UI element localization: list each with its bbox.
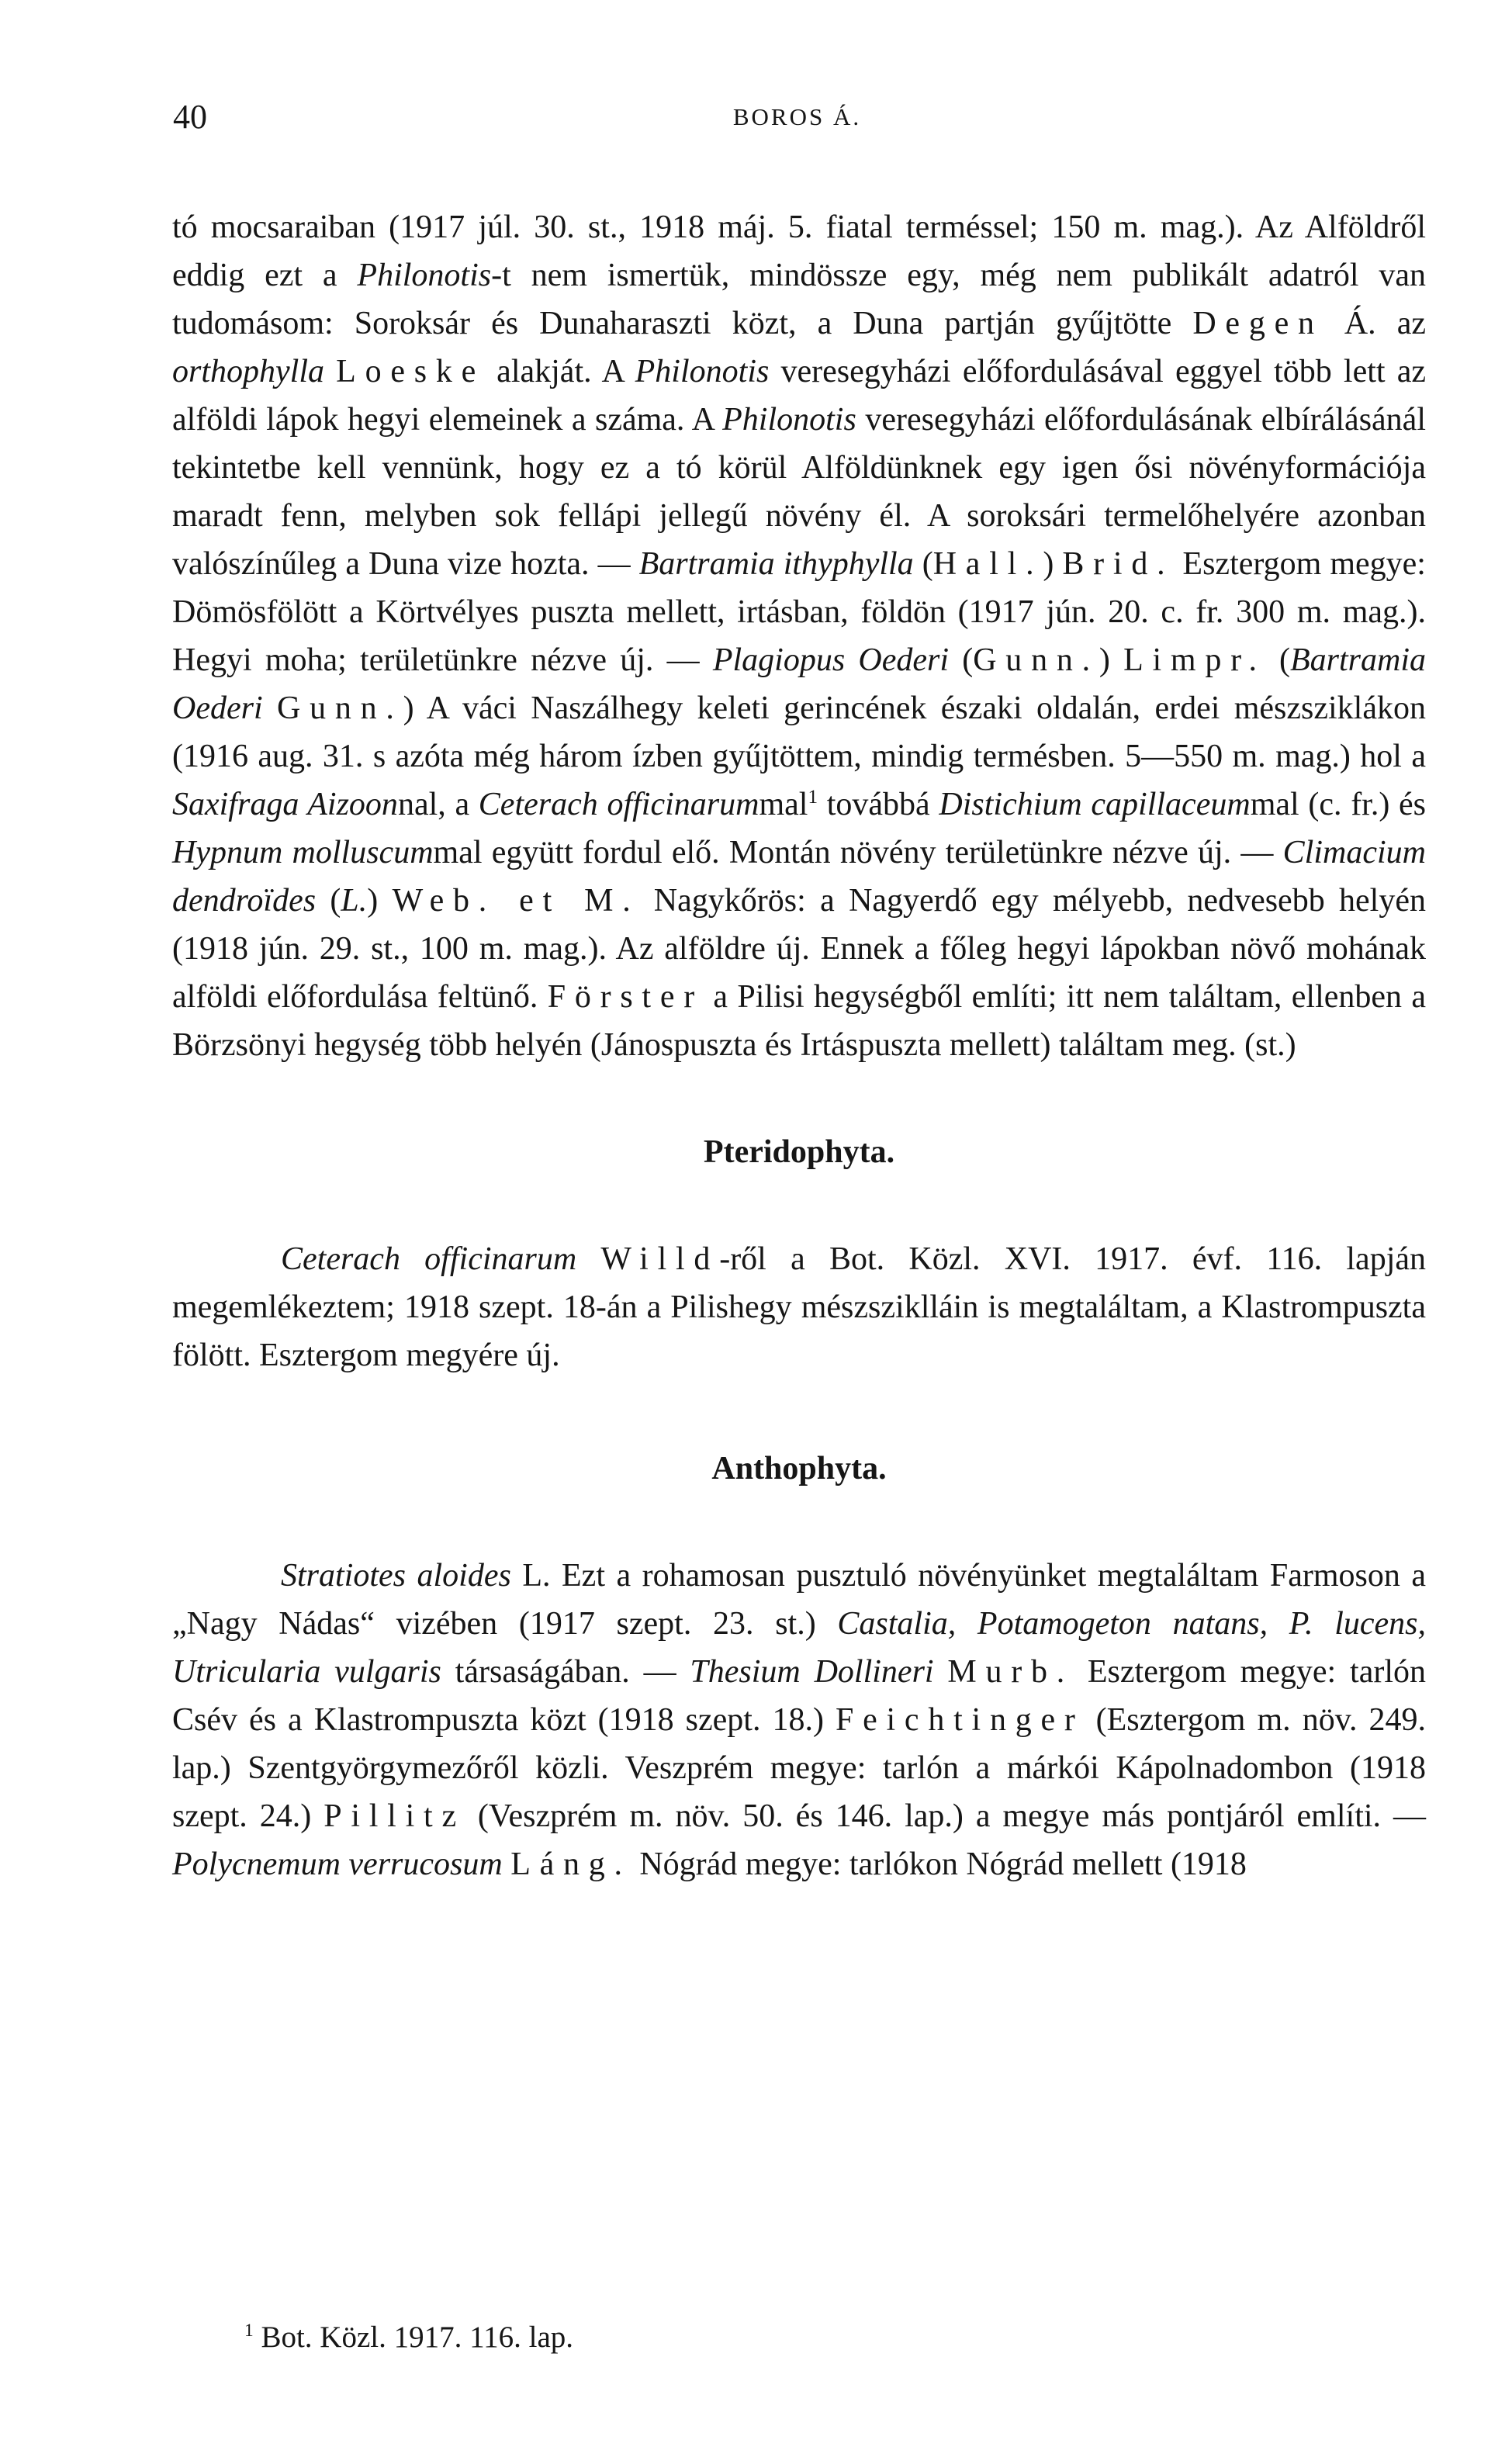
paragraph-gap (172, 1379, 1426, 1445)
text-run: továbbá (818, 787, 939, 822)
author-name: Degen (1192, 306, 1323, 341)
paragraph-gap (172, 1493, 1426, 1552)
text-run: -ről a Bot. Közl. XVI. 1917. évf. 116. lapján megemlékeztem; 1918 szept. 18-án a Pilishegy mészsziklláin is megtaláltam, a Klastrompuszta fölött. Esztergom megyére új. (172, 1241, 1426, 1373)
text-run: tó mocsaraiban (1917 júl. 30. st., 1918 máj. 5. fiatal terméssel; 150 m. mag.). Az Alföldről eddig ezt a (172, 209, 1426, 293)
paragraph-gap (172, 1176, 1426, 1235)
author-name: Láng. (510, 1846, 631, 1882)
text-run (263, 690, 277, 726)
text-run: L. Ezt a rohamosan pusztuló növényünket megtaláltam Farmoson a „Nagy Nádas“ vizében (1917 szept. 23. st.) (172, 1558, 1426, 1642)
taxon-name: Philonotis (357, 258, 492, 293)
taxon-name: L. (341, 883, 368, 919)
taxon-name: Castalia, Potamogeton natans, P. lucens, Utricularia vulgaris (172, 1606, 1426, 1690)
body-paragraph (172, 1552, 1426, 1888)
text-run: -t nem ismertük, mindössze egy, még nem publikált adatról van tudomásom: Soroksár és Dunaharaszti közt, a Duna partján gyűjtötte (172, 258, 1427, 341)
taxon-name: Ceterach officinarum (281, 1241, 577, 1277)
text-run: ) (1043, 546, 1063, 582)
text-run (324, 354, 336, 389)
text-run: ) (367, 883, 393, 919)
running-title: BOROS Á. (732, 103, 862, 130)
taxon-name: Saxifraga Aizoon (172, 787, 398, 822)
text-run (503, 1846, 511, 1882)
taxon-name: Ceterach officinarum (478, 787, 759, 822)
text-run: alakját. A (485, 354, 635, 389)
author-name: Willd (600, 1241, 720, 1277)
text-run: mal (c. fr.) és (1250, 787, 1427, 822)
taxon-name: Bartramia Oederi (172, 642, 1427, 726)
taxon-name: Bartramia ithyphylla (638, 546, 914, 582)
paragraph-gap (172, 1069, 1426, 1128)
author-name: Web. et M. (392, 883, 640, 919)
author-name: Brid. (1062, 546, 1175, 582)
author-name: Förster (547, 979, 704, 1015)
text-run: mal együtt fordul elő. Montán növény területünkre nézve új. — (433, 835, 1283, 870)
section-heading (172, 1445, 1426, 1493)
body-paragraph (172, 203, 1426, 1069)
text-run: ( (316, 883, 341, 919)
text-run: mal (759, 787, 808, 822)
text-run: Nagykőrös: a Nagyerdő egy mélyebb, nedvesebb helyén (1918 jún. 29. st., 100 m. mag.). Az alföldre új. Ennek a főleg hegyi lápokban növő mohának alföldi előfordulása feltünő. (172, 883, 1426, 1015)
taxon-name: Philonotis (635, 354, 770, 389)
taxon-name: Distichium capillaceum (939, 787, 1251, 822)
text-run: társaságában. — (441, 1654, 690, 1690)
text-run: ( (949, 642, 974, 678)
taxon-name: orthophylla (172, 354, 324, 389)
taxon-name: Hypnum molluscum (172, 835, 434, 870)
text-run: ( (1265, 642, 1290, 678)
text-run: Anthophyta. (711, 1451, 887, 1486)
article-body (172, 203, 1426, 1888)
text-run: Esztergom megye: tarlón Csév és a Klastrompuszta közt (1918 szept. 18.) (172, 1654, 1426, 1738)
text-run: Nógrád megye: tarlókon Nógrád mellett (1918 (631, 1846, 1247, 1882)
taxon-name: Thesium Dollineri (690, 1654, 934, 1690)
text-run: veresegyházi előfordulásának elbírálásánál tekintetbe kell vennünk, hogy ez a tó körül Alföldünknek egy igen ősi növényformációja maradt fenn, melyben sok fellápi jellegű növény él. A soroksári termelőhelyére azonban valószínűleg a Duna vize hozta. — (172, 402, 1426, 582)
running-head (167, 97, 1427, 144)
body-paragraph (172, 1235, 1426, 1379)
text-run: a Pilisi hegységből említi; itt nem találtam, ellenben a Börzsönyi hegység több helyén (Jánospuszta és Irtáspuszta mellett) találtam meg. (st.) (172, 979, 1427, 1063)
author-name: Loeske (336, 354, 486, 389)
text-run: veresegyházi előfordulásával eggyel több lett az alföldi lápok hegyi elemeinek a száma. A (172, 354, 1426, 438)
footnote-text: Bot. Közl. 1917. 116. lap. (253, 2321, 574, 2354)
author-name: Gunn. (276, 690, 403, 726)
footnote-marker: 1 (244, 2321, 254, 2341)
text-run (576, 1241, 600, 1277)
page-number: 40 (173, 98, 207, 136)
taxon-name: Plagiopus Oederi (712, 642, 950, 678)
footnote (244, 2320, 573, 2355)
section-heading (172, 1128, 1426, 1176)
text-run: Esztergom megye: Dömösfölött a Körtvélyes puszta mellett, irtásban, földön (1917 jún. 20. c. fr. 300 m. mag.). Hegyi moha; területünkre nézve új. — (172, 546, 1426, 678)
taxon-name: Philonotis (722, 402, 856, 438)
author-name: Feichtinger (835, 1702, 1085, 1738)
taxon-name: Climacium dendroïdes (172, 835, 1426, 919)
text-run: (Esztergom m. növ. 249. lap.) Szentgyörgymezőről közli. Veszprém megye: tarlón a márkói Kápolnadombon (1918 szept. 24.) (172, 1702, 1426, 1834)
text-run: ) (1099, 642, 1124, 678)
author-name: Limpr. (1123, 642, 1266, 678)
taxon-name: Polycnemum verrucosum (172, 1846, 503, 1882)
author-name: Gunn. (973, 642, 1099, 678)
author-name: Hall. (932, 546, 1043, 582)
text-run (934, 1654, 948, 1690)
text-run: ( (913, 546, 933, 582)
text-run: Pteridophyta. (703, 1134, 895, 1170)
text-run: (Veszprém m. növ. 50. és 146. lap.) a megye más pontjáról említi. — (465, 1798, 1426, 1834)
text-run: ) A váci Naszálhegy keleti gerincének északi oldalán, erdei mészsziklákon (1916 aug. 31. s azóta még három ízben gyűjtöttem, mindig termésben. 5—550 m. mag.) hol a (172, 690, 1426, 774)
footnote-reference: 1 (808, 787, 818, 808)
text-run: Á. az (1323, 306, 1426, 341)
text-run: nal, a (397, 787, 479, 822)
taxon-name: Stratiotes aloides (281, 1558, 511, 1594)
author-name: Murb. (947, 1654, 1074, 1690)
author-name: Pillitz (324, 1798, 465, 1834)
